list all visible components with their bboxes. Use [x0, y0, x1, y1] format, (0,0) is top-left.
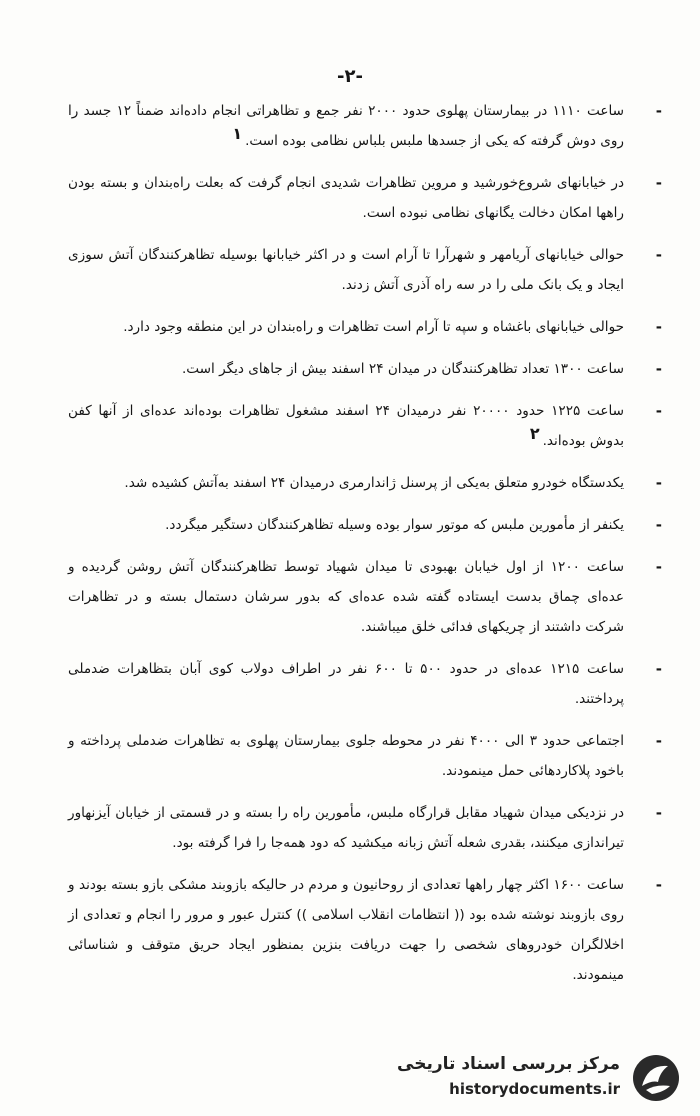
report-item — [68, 240, 662, 300]
item-bullet: - — [655, 876, 662, 894]
item-text: در نزدیکی میدان شهیاد مقابل قرارگاه ملبس، مأمورین راه را بسته و در قسمتی از خیابان آیزنهاور تیراندازی میکنند، بقدری شعله آتش زبانه میکشید که دود همه‌جا را فرا گرفته بود. — [68, 805, 624, 851]
item-bullet: - — [655, 558, 662, 576]
watermark-title: مرکز بررسی اسناد تاریخی — [397, 1054, 620, 1074]
item-text: ساعت ۱۳۰۰ تعداد تظاهرکنندگان در میدان ۲۴ اسفند بیش از جاهای دیگر است. — [181, 361, 624, 377]
item-bullet: - — [655, 660, 662, 678]
item-bullet: - — [655, 804, 662, 822]
item-text: اجتماعی حدود ۳ الی ۴۰۰۰ نفر در محوطه جلوی بیمارستان پهلوی به تظاهرات ضدملی پرداخته و باخود پلاکاردهائی حمل مینمودند. — [68, 733, 624, 779]
footnote-mark: ۲ — [529, 424, 540, 444]
item-bullet: - — [655, 102, 662, 120]
report-item — [68, 168, 662, 228]
report-item — [68, 870, 662, 990]
watermark-site: historydocuments.ir — [449, 1080, 620, 1098]
item-bullet: - — [655, 174, 662, 192]
item-bullet: - — [655, 516, 662, 534]
item-text: ساعت ۱۲۱۵ عده‌ای در حدود ۵۰۰ تا ۶۰۰ نفر در اطراف دولاب کوی آبان بتظاهرات ضدملی پرداختند. — [68, 661, 625, 707]
item-bullet: - — [655, 732, 662, 750]
archive-seal-icon — [630, 1052, 682, 1104]
report-item — [68, 396, 662, 456]
report-item — [68, 654, 662, 714]
item-text: ساعت ۱۱۱۰ در بیمارستان پهلوی حدود ۲۰۰۰ نفر جمع و تظاهراتی انجام داده‌اند ضمناً ۱۲ جسد را روی دوش گرفته که یکی از جسدها ملبس بلباس نظامی بوده است. — [68, 103, 625, 149]
archive-watermark — [382, 1048, 682, 1108]
report-item — [68, 552, 662, 642]
report-item — [68, 798, 662, 858]
item-text: ساعت ۱۲۲۵ حدود ۲۰۰۰۰ نفر درمیدان ۲۴ اسفند مشغول تظاهرات بوده‌اند عده‌ای از آنها کفن بدوش بوده‌اند. — [68, 403, 624, 449]
footnote-mark: ۱ — [232, 124, 243, 144]
item-text: در خیابانهای شروع‌خورشید و مروین تظاهرات شدیدی انجام گرفت که بعلت راه‌بندان و بسته بودن راهها امکان دخالت یگانهای نظامی نبوده است. — [68, 175, 624, 221]
report-item — [68, 354, 662, 384]
item-text: حوالی خیابانهای باغشاه و سپه تا آرام است تظاهرات و راه‌بندان در این منطقه وجود دارد. — [123, 319, 624, 335]
item-bullet: - — [655, 246, 662, 264]
item-bullet: - — [655, 474, 662, 492]
item-text: ساعت ۱۲۰۰ از اول خیابان بهبودی تا میدان شهیاد توسط تظاهرکنندگان آتش روشن گردیده و عده‌ای چماق بدست ایستاده گفته شده عده‌ای که بدور سرشان دستمال بسته و در تظاهرات شرکت داشتند از چریکهای فدائی خلق میباشند. — [68, 559, 624, 635]
item-bullet: - — [655, 402, 662, 420]
item-text: ساعت ۱۶۰۰ اکثر چهار راهها تعدادی از روحانیون و مردم در حالیکه بازوبند مشکی بازو بسته بودند و روی بازوبند نوشته شده بود (( انتظامات انقلاب اسلامی )) کنترل عبور و مرور را انجام و تعدادی از اخلالگران خودروهای شخصی را جهت دریافت بنزین بمنظور ایجاد حریق متوقف و شناسائی مینمودند. — [68, 877, 625, 983]
item-text: یکدستگاه خودرو متعلق به‌یکی از پرسنل ژاندارمری درمیدان ۲۴ اسفند به‌آتش کشیده شد. — [124, 475, 624, 491]
report-item — [68, 510, 662, 540]
report-item — [68, 96, 662, 156]
item-bullet: - — [655, 360, 662, 378]
item-text: یکنفر از مأمورین ملبس که موتور سوار بوده وسیله تظاهرکنندگان دستگیر میگردد. — [165, 517, 624, 533]
report-body — [68, 96, 662, 1002]
report-item — [68, 312, 662, 342]
item-text: حوالی خیابانهای آریامهر و شهرآرا تا آرام است و در اکثر خیابانها بوسیله تظاهرکنندگان آتش سوزی ایجاد و یک بانک ملی را در سه راه آذری آتش زدند. — [68, 247, 624, 293]
report-item — [68, 468, 662, 498]
item-bullet: - — [655, 318, 662, 336]
report-item — [68, 726, 662, 786]
page-number: -۲- — [337, 66, 363, 87]
